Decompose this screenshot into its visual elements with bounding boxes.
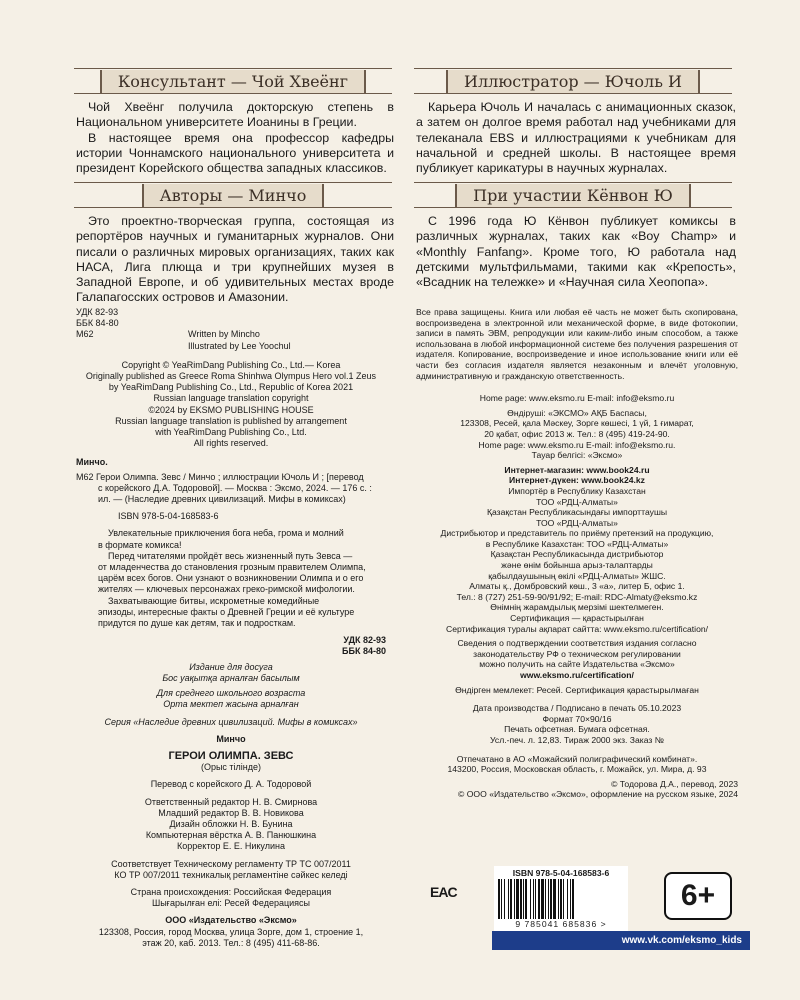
copyright-block: [76, 360, 386, 450]
barcode-block: [494, 866, 628, 931]
annotation-line: Перед читателями пройдёт весь жизненный путь Зевса —: [108, 550, 353, 561]
imprint-line: в Республике Казахстан: ТОО «РДЦ-Алматы»: [485, 538, 669, 549]
origin-line: Страна происхождения: Российская Федерация: [130, 886, 332, 897]
edition-block: [76, 662, 386, 711]
copyright-line: Originally published as Greece Roma Shinhwa Olympus Hero vol.1 Zeus: [85, 371, 377, 382]
imprint-line: Өндірген мемлекет: Ресей. Сертификация қарастырылмаған: [455, 684, 699, 695]
consultant-title: Консультант — Чой Хвеёнг: [100, 70, 366, 93]
vk-link[interactable]: www.vk.com/eksmo_kids: [492, 931, 750, 950]
author-head: Минчо.: [76, 457, 108, 468]
imprint-line: Импортёр в Республику Казахстан: [508, 485, 646, 496]
barcode-bars: [498, 879, 624, 919]
illustrated-by: Illustrated by Lee Yoochul: [188, 340, 291, 351]
contributor-bio: [416, 214, 736, 290]
contributor-para-1: С 1996 года Ю Кёнвон публикует комиксы в различных журналах, таких как «Boy Champ» и «Monthly Fanfang». Кроме того, Ю работала над детскими мультфильмами, такими как «Крепость», «Всадник на тележке» и «Научная сила Хеопопа».: [416, 214, 736, 290]
credits: [76, 797, 386, 853]
credit-line: Дизайн обложки Н. В. Бунина: [169, 818, 293, 829]
written-by: Written by Mincho: [188, 329, 260, 340]
edition-line: Орта мектеп жасына арналған: [163, 699, 299, 710]
authors-banner: [74, 182, 392, 208]
regulation: [76, 859, 386, 881]
consultant-bio: [76, 100, 394, 176]
copyright-line: Russian language translation is published by arrangement: [115, 415, 347, 426]
imprint-line: 123308, Ресей, қала Мәскеу, Зорге көшесі, 1 үй, 1 ғимарат,: [460, 418, 694, 429]
copyright-right: [416, 779, 738, 800]
production-line: Дата производства / Подписано в печать 05.10.2023: [472, 703, 682, 714]
authors-bio: [76, 214, 394, 306]
copyright-line: Russian language translation copyright: [153, 393, 309, 404]
catalog-line: с корейского Д.А. Тодоровой]. — Москва : Эксмо, 2024. — 176 с. :: [98, 482, 372, 493]
imprint-line: Интернет-магазин: www.book24.ru: [504, 464, 650, 475]
imprint-line: можно получить на сайте Издательства «Эксмо»: [479, 659, 675, 670]
imprint-line: законодательству РФ о техническом регулировании: [473, 648, 681, 659]
credit-line: Компьютерная вёрстка А. В. Панюшкина: [145, 830, 317, 841]
translator: Перевод с корейского Д. А. Тодоровой: [150, 779, 312, 790]
origin-line: Шығарылған елі: Ресей Федерациясы: [151, 898, 311, 909]
annotation-line: жителях — ключевых персонажах греко-римской мифологии.: [98, 584, 355, 595]
imprint-line: Қазақстан Республикасында дистрибьютор: [490, 549, 664, 560]
copyright-line: ©2024 by EKSMO PUBLISHING HOUSE: [148, 404, 314, 415]
udk: УДК 82-93: [76, 307, 119, 317]
imprint-line: Home page: www.eksmo.ru E-mail: info@eksmo.ru: [479, 393, 675, 404]
annotation-line: Увлекательные приключения бога неба, грома и молний: [108, 528, 344, 539]
imprint-line: Өнімнің жарамдылық мерзімі шектелмеген.: [490, 602, 664, 613]
udk-2: УДК 82-93: [343, 635, 386, 646]
annotation-line: Захватывающие битвы, искрометные комедийные: [108, 595, 320, 606]
annotation-line: в формате комикса!: [98, 539, 182, 550]
book-title: ГЕРОИ ОЛИМПА. ЗЕВС: [168, 749, 294, 762]
imprint-line: ТОО «РДЦ-Алматы»: [536, 496, 618, 507]
imprint-line: Home page: www.eksmo.ru E-mail: info@eksmo.ru.: [478, 439, 676, 450]
imprint-line: Дистрибьютор и представитель по приёму претензий на продукцию,: [440, 528, 714, 539]
credit-line: Ответственный редактор Н. В. Смирнова: [144, 796, 318, 807]
address-line: 123308, Россия, город Москва, улица Зорге, дом 1, строение 1,: [98, 926, 364, 937]
origin: [76, 887, 386, 909]
address-line: этаж 20, каб. 2013. Тел.: 8 (495) 411-68-86.: [142, 937, 320, 948]
imprint-line: Алматы қ., Домбровский көш., 3 «а», литер Б, офис 1.: [469, 581, 685, 592]
authors-para-1: Это проектно-творческая группа, состоящая из репортёров научных и гуманитарных журналов. Они писали о различных мировых организациях, таких как НАСА, Лига плюща и три крупнейших музея в Западной Европе, и об удивительных местах вроде Галапагосских островов и Амазонии.: [76, 214, 394, 305]
imprint-block: [416, 393, 738, 695]
imprint-line: Интернет-дүкен: www.book24.kz: [509, 475, 645, 486]
edition-line: Бос уақытқа арналған басылым: [162, 672, 300, 683]
imprint-line: www.eksmo.ru/certification/: [520, 670, 634, 680]
regulation-line: КО ТР 007/2011 техникалық регламентіне сәйкес келеді: [114, 869, 348, 880]
age-rating-badge: 6+: [664, 872, 732, 920]
production-line: Усл.-печ. л. 12,83. Тираж 2000 экз. Заказ №: [490, 734, 664, 745]
imprint-line: Сертификация — қарастырылған: [510, 613, 644, 624]
credit-line: Младший редактор В. В. Новикова: [158, 807, 304, 818]
annotation-line: придутся по душе как детям, так и подросткам.: [98, 618, 296, 629]
illustrator-para-1: Карьера Ючоль И началась с анимационных сказок, а затем он долгое время работал над учебниками для телеканала EBS и иллюстрациями к учебникам для начальной и средней школы. В настоящее время публикует карикатуры в научных журналах.: [416, 100, 736, 176]
series: Серия «Наследие древних цивилизаций. Мифы в комиксах»: [104, 716, 358, 727]
imprint-line: және өнім бойынша арыз-талаптарды: [501, 560, 653, 571]
eac-mark: EAC: [430, 884, 457, 900]
imprint-line: Тауар белгісі: «Эксмо»: [531, 450, 623, 461]
production: [416, 703, 738, 745]
isbn: ISBN 978-5-04-168583-6: [118, 511, 219, 522]
contributor-banner: [414, 182, 732, 208]
right-imprint: [416, 307, 738, 800]
barcode-isbn: ISBN 978-5-04-168583-6: [512, 868, 610, 878]
regulation-line: Соответствует Техническому регламенту ТР ТС 007/2011: [111, 858, 351, 869]
bbk-2: ББК 84-80: [342, 646, 386, 657]
barcode-bar: [574, 879, 576, 919]
imprint-line: Өндіруші: «ЭКСМО» АҚБ Баспасы,: [507, 407, 647, 418]
consultant-banner: [74, 68, 392, 94]
bbk: ББК 84-80: [76, 318, 119, 329]
copyright-line: Copyright © YeaRimDang Publishing Co., Ltd.— Korea: [121, 359, 341, 370]
imprint-line: Тел.: 8 (727) 251-59-90/91/92; E-mail: RDC-Almaty@eksmo.kz: [456, 591, 698, 602]
imprint-line: Сведения о подтверждении соответствия издания согласно: [457, 638, 697, 649]
printer-line: Отпечатано в АО «Можайский полиграфический комбинат».: [456, 753, 698, 764]
printer: [416, 754, 738, 775]
annotation: [76, 528, 386, 629]
consultant-para-1: Чой Хвеёнг получила докторскую степень в Национальном университете Иоанины в Греции.: [76, 100, 394, 130]
catalog-line: ил. — (Наследие древних цивилизаций. Мифы в комиксах): [98, 494, 346, 505]
author-2: Минчо: [216, 733, 246, 744]
annotation-line: эпизоды, интересные факты о Древней Греции и её культуре: [98, 606, 355, 617]
rights-notice: Все права защищены. Книга или любая её часть не может быть скопирована, воспроизведена в электронной или механической форме, в виде фотокопии, записи в память ЭВМ, репродукции или каким-либо иным способом, а также использована в любой информационной системе без получения разрешения от издателя. Копирование, воспроизведение и иное использование книги или её части без согласия издателя является незаконным и влечёт уголовную, административную и гражданскую ответственность.: [416, 307, 738, 381]
imprint-line: Сертификация туралы ақпарат сайтта: www.eksmo.ru/certification/: [445, 623, 709, 634]
printer-line: 143200, Россия, Московская область, г. Можайск, ул. Мира, д. 93: [447, 764, 707, 775]
copyright-line: by YeaRimDang Publishing Co., Ltd., Republic of Korea 2021: [108, 382, 354, 393]
production-line: Печать офсетная. Бумага офсетная.: [504, 724, 650, 735]
production-line: Формат 70×90/16: [542, 713, 612, 724]
edition-line: Издание для досуга: [189, 661, 273, 672]
copyright-line: with YeaRimDang Publishing Co., Ltd.: [155, 427, 307, 438]
barcode-digits: 9 785041 685836 >: [515, 918, 607, 929]
annotation-line: от младенчества до становления грозным правителем Олимпа,: [98, 562, 366, 573]
copyright-line: All rights reserved.: [193, 438, 269, 449]
imprint-line: қабылдаушының өкілі «РДЦ-Алматы» ЖШС.: [488, 570, 666, 581]
m62-row: [76, 329, 386, 340]
illustrator-title: Иллюстратор — Ючоль И: [446, 70, 700, 93]
contributor-title: При участии Кёнвон Ю: [455, 184, 691, 207]
copyright-right-line: © Тодорова Д.А., перевод, 2023: [611, 778, 738, 789]
catalog-line: М62 Герои Олимпа. Зевс / Минчо ; иллюстрации Ючоль И ; [перевод: [76, 471, 364, 482]
annotation-line: царём всех богов. Они узнают о возникновении Олимпа и о его: [98, 573, 364, 584]
consultant-para-2: В настоящее время она профессор кафедры истории Чоннамского национального университета и президент Корейского общества западных классиков.: [76, 130, 394, 176]
language-note: (Орыс тілінде): [200, 762, 262, 773]
credit-line: Корректор Е. Е. Никулина: [177, 841, 285, 852]
address: [76, 927, 386, 949]
publisher: ООО «Издательство «Эксмо»: [165, 915, 297, 926]
imprint-line: 20 қабат, офис 2013 ж. Тел.: 8 (495) 419-24-90.: [484, 428, 670, 439]
copyright-right-line: © ООО «Издательство «Эксмо», оформление на русском языке, 2024: [458, 789, 738, 800]
imprint-line: ТОО «РДЦ-Алматы»: [536, 517, 618, 528]
imprint-line: Қазақстан Республикасындағы импорттаушы: [486, 507, 668, 518]
authors-title: Авторы — Минчо: [142, 184, 325, 207]
illustrator-bio: [416, 100, 736, 176]
catalog-entry: [76, 472, 386, 506]
illustrator-banner: [414, 68, 732, 94]
edition-line: Для среднего школьного возраста: [156, 688, 306, 699]
m62: М62: [76, 329, 94, 340]
left-imprint: [76, 307, 386, 949]
